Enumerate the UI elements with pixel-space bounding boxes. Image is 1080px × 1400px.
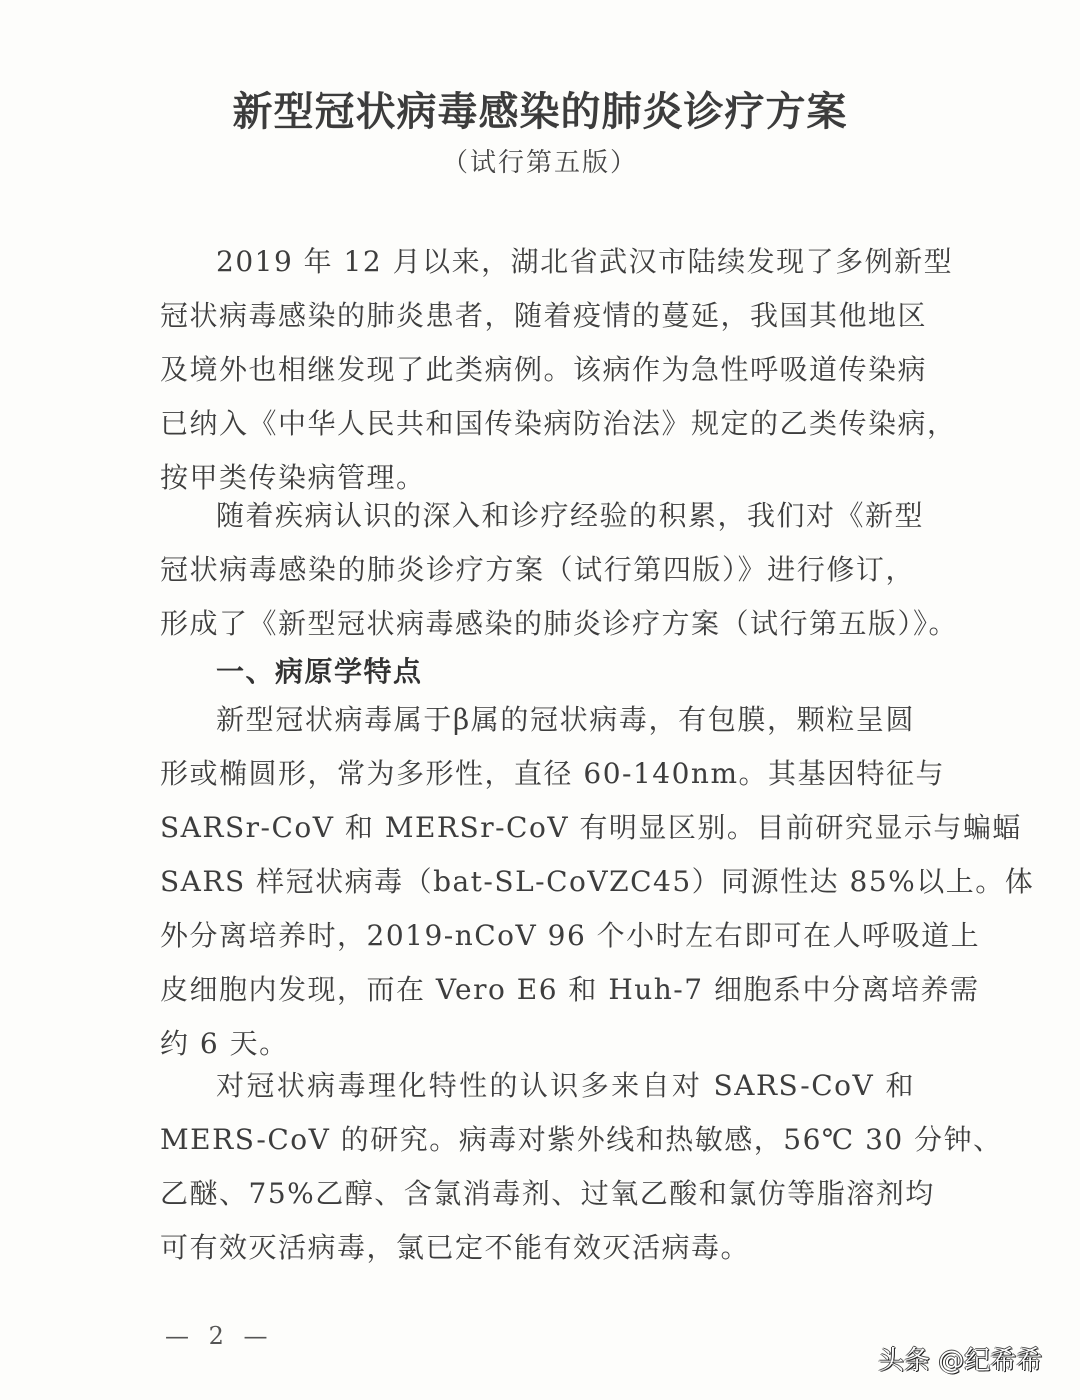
body-text-line: 形或椭圆形，常为多形性，直径 60-140nm。其基因特征与: [160, 757, 946, 790]
body-text-line: 随着疾病认识的深入和诊疗经验的积累，我们对《新型: [216, 499, 925, 532]
body-text-line: 已纳入《中华人民共和国传染病防治法》规定的乙类传染病，: [160, 407, 957, 440]
body-text-line: SARSr-CoV 和 MERSr-CoV 有明显区别。目前研究显示与蝙蝠: [160, 811, 1022, 844]
body-text-line: SARS 样冠状病毒（bat-SL-CoVZC45）同源性达 85%以上。体: [160, 865, 1035, 898]
watermark: 头条 @纪希希: [878, 1346, 1043, 1376]
body-text-line: 2019 年 12 月以来，湖北省武汉市陆续发现了多例新型: [216, 245, 954, 278]
document-subtitle: （试行第五版）: [441, 148, 638, 178]
body-text-line: 外分离培养时，2019-nCoV 96 个小时左右即可在人呼吸道上: [160, 919, 981, 952]
body-text-line: 冠状病毒感染的肺炎患者，随着疫情的蔓延，我国其他地区: [160, 299, 928, 332]
document-title: 新型冠状病毒感染的肺炎诊疗方案: [232, 89, 848, 135]
section-heading: 一、病原学特点: [216, 655, 423, 688]
body-text-line: 可有效灭活病毒，氯已定不能有效灭活病毒。: [160, 1231, 751, 1264]
body-text-line: 及境外也相继发现了此类病例。该病作为急性呼吸道传染病: [160, 353, 928, 386]
body-text-line: 形成了《新型冠状病毒感染的肺炎诊疗方案（试行第五版）》。: [160, 607, 959, 640]
body-text-line: 约 6 天。: [160, 1027, 289, 1060]
body-text-line: 对冠状病毒理化特性的认识多来自对 SARS-CoV 和: [216, 1069, 915, 1102]
body-text-line: MERS-CoV 的研究。病毒对紫外线和热敏感，56℃ 30 分钟、: [160, 1123, 1003, 1156]
body-text-line: 新型冠状病毒属于β属的冠状病毒，有包膜，颗粒呈圆: [216, 703, 915, 736]
body-text-line: 冠状病毒感染的肺炎诊疗方案（试行第四版）》进行修订，: [160, 553, 915, 586]
body-text-line: 乙醚、75%乙醇、含氯消毒剂、过氧乙酸和氯仿等脂溶剂均: [160, 1177, 935, 1210]
body-text-line: 按甲类传染病管理。: [160, 461, 426, 494]
page-number: — 2 —: [165, 1322, 274, 1350]
body-text-line: 皮细胞内发现，而在 Vero E6 和 Huh-7 细胞系中分离培养需: [160, 973, 980, 1006]
